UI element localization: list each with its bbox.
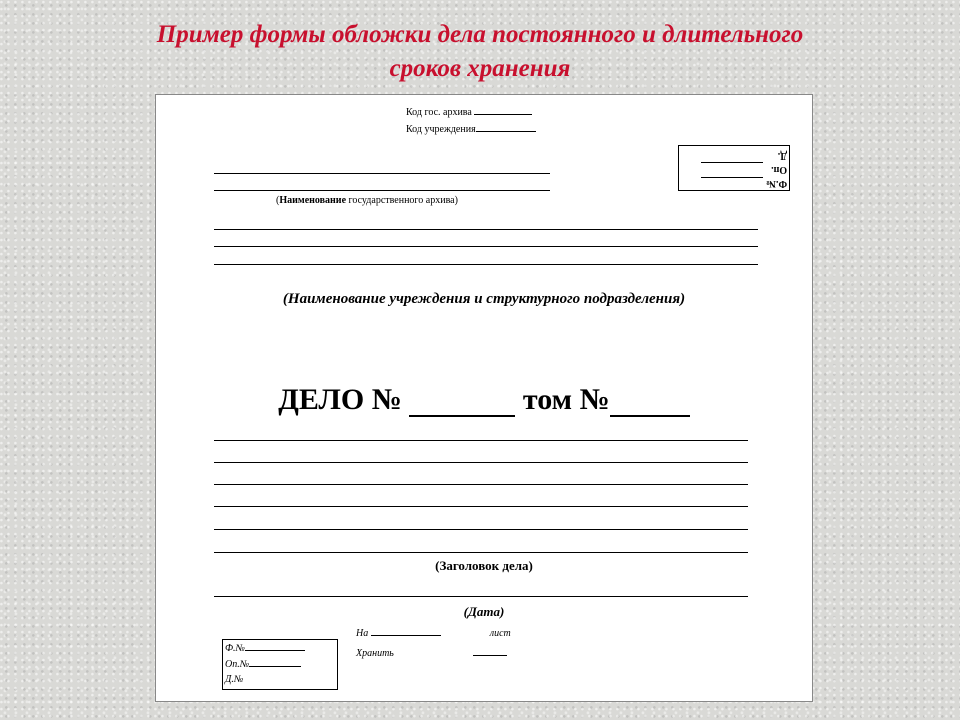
sheets-prefix: На bbox=[356, 628, 369, 639]
institution-line-3 bbox=[214, 264, 758, 265]
archive-caption-bold: Наименование bbox=[279, 195, 347, 206]
case-label: ДЕЛО № bbox=[278, 383, 402, 416]
corner-blank-2 bbox=[701, 177, 763, 178]
archive-caption-open: ( bbox=[276, 195, 280, 206]
bottom-fond-label: Ф.№ bbox=[225, 643, 245, 654]
case-title-line-4 bbox=[214, 506, 748, 507]
corner-labels-inverted bbox=[766, 148, 787, 190]
institution-caption: (Наименование учреждения и структурного подразделения) bbox=[282, 291, 686, 307]
fond-inventory-box-top bbox=[678, 145, 790, 191]
archive-caption-rest: государственного архива) bbox=[346, 195, 458, 206]
institution-line-1 bbox=[214, 229, 758, 230]
institution-code-row bbox=[406, 122, 536, 135]
bottom-opis-label: Оп.№ bbox=[225, 659, 250, 670]
sheets-count-blank bbox=[371, 625, 441, 636]
archive-code-row bbox=[406, 105, 532, 118]
archive-code-blank bbox=[474, 105, 532, 115]
corner-fond-label: Ф.№ bbox=[765, 178, 787, 189]
case-title-line-5 bbox=[214, 529, 748, 530]
corner-delo-label: Д. bbox=[777, 150, 787, 161]
keep-period-blank bbox=[473, 645, 507, 656]
case-title-caption: (Заголовок дела) bbox=[435, 558, 533, 573]
bottom-delo-label: Д.№ bbox=[225, 674, 244, 685]
case-number-heading bbox=[156, 383, 812, 417]
case-number-blank bbox=[409, 385, 515, 417]
institution-line-2 bbox=[214, 246, 758, 247]
corner-opis-label: Оп. bbox=[770, 164, 787, 175]
archive-code-label: Код гос. архива bbox=[406, 107, 472, 118]
case-title-line-6 bbox=[214, 552, 748, 553]
case-title-line-2 bbox=[214, 462, 748, 463]
sheets-count-row bbox=[356, 625, 511, 639]
bottom-fond-row bbox=[225, 640, 337, 656]
keep-period-row bbox=[356, 645, 507, 659]
bottom-delo-row bbox=[225, 672, 337, 687]
date-caption: (Дата) bbox=[463, 604, 505, 619]
slide-title-line-1: Пример формы обложки дела постоянного и длительного bbox=[156, 21, 804, 48]
archive-name-caption bbox=[276, 195, 458, 206]
sheets-suffix: лист bbox=[489, 628, 511, 639]
bottom-opis-row bbox=[225, 656, 337, 672]
corner-blank-1 bbox=[701, 162, 763, 163]
case-title-line-3 bbox=[214, 484, 748, 485]
volume-label: том № bbox=[522, 383, 610, 416]
keep-label: Хранить bbox=[356, 648, 394, 659]
archive-name-line-2 bbox=[214, 190, 550, 191]
slide-title bbox=[0, 18, 960, 86]
fond-inventory-box-bottom bbox=[222, 639, 338, 690]
date-line bbox=[214, 596, 748, 597]
institution-code-blank bbox=[476, 122, 536, 132]
slide-title-line-2: сроков хранения bbox=[389, 55, 571, 82]
case-title-line-1 bbox=[214, 440, 748, 441]
archive-name-line-1 bbox=[214, 173, 550, 174]
case-cover-form bbox=[155, 94, 813, 702]
volume-number-blank bbox=[610, 385, 690, 417]
institution-code-label: Код учреждения bbox=[406, 124, 476, 135]
